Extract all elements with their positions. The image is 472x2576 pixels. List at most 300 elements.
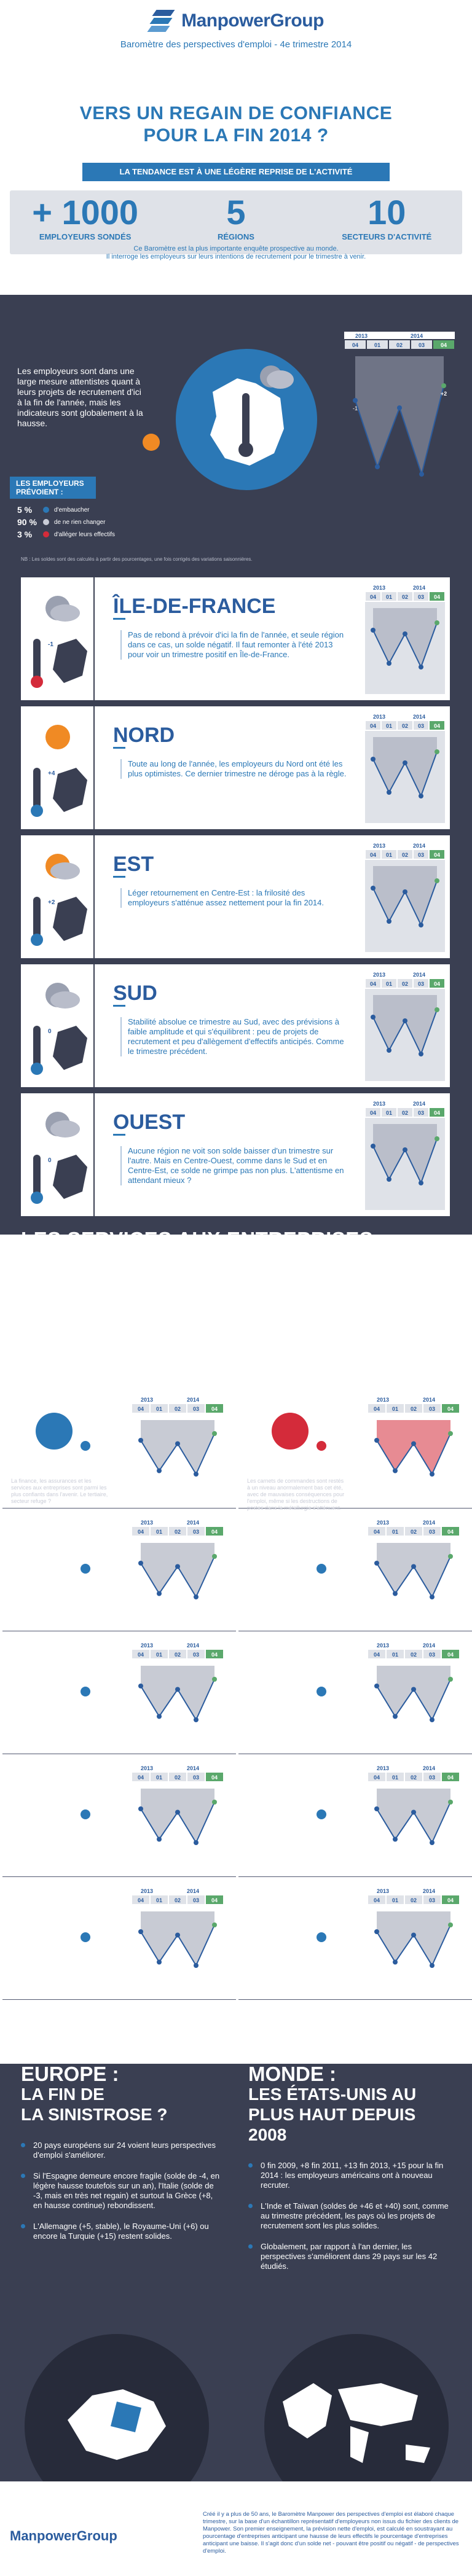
sector-icon [272,1413,309,1450]
quarter-label: 04 [373,1529,380,1535]
thermometer-icon [76,1409,95,1452]
trend-point [212,1431,217,1436]
trend-area [141,1420,214,1474]
quarter-label: 03 [192,1774,200,1781]
trend-point [411,1933,416,1938]
weather-icon [21,835,95,958]
quarter-label: 01 [155,1774,163,1781]
trend-point [374,1929,379,1934]
quarter-label: 04 [433,981,441,987]
sector-item [2,1879,236,2000]
world-map-graphic [258,2328,455,2481]
trend-point [411,1810,416,1815]
bullet-item: 20 pays européens sur 24 voient leurs perspectives d'emploi s'améliorer. [21,2141,224,2160]
year-label: 2014 [423,1397,436,1403]
quarter-label: 04 [211,1897,218,1903]
legend-row [17,516,115,528]
year-label: 2014 [411,333,423,339]
footer-text: Créé il y a plus de 50 ans, le Baromètre Manpower des perspectives d'emploi est élaboré chaque trimestre, sur la base d'un échantillon représentatif d'employeurs non issus du fichier des clients de Manpower. Son premier enseignement, la prévision nette d'emploi, est calculé en soustrayant au pourcentage d'entreprises anticipant une hausse de leurs effectifs le pourcentage d'entreprises anticipant une baisse. Il s'agit donc d'un solde net - pouvant être positif ou négatif - de perspectives d'emploi. [203,2511,459,2555]
region-name: NORD [113,724,175,747]
sector-icon [272,1781,309,1818]
trend-point [435,878,439,883]
bullet-item: Si l'Espagne demeure encore fragile (solde de -4, en légère hausse toutefois sur un an), l'Italie (solde de -3, mais en très net regain) et surtout la Grèce (+8, en hausse continue) rebondissent. [21,2171,224,2211]
trend-point [212,1800,217,1805]
quarter-label: 02 [410,1529,417,1535]
trend-area [141,1789,214,1843]
trend-point [212,1677,217,1682]
quarter-label: 02 [410,1652,417,1658]
sector-trend-chart [368,1887,460,1991]
quarter-label: 04 [137,1774,144,1781]
header-subtitle: Baromètre des perspectives d'emploi - 4e trimestre 2014 [120,39,352,50]
region-text: Pas de rebond à prévoir d'ici la fin de l'année, et seule région dans ce cas, un solde négatif. Il faut remonter à l'été 2013 pour voir un trimestre positif en Île-de-France. [120,630,348,660]
trend-point [371,757,376,762]
year-label: 2014 [187,1397,200,1403]
services-intro: Six des dix secteurs étudiés voient leur solde s'améliorer pour la fin de l'année. Un signe positif malgré le yo-yo observé dans le transport et la logistique par exemple. Les employeurs des services aux entreprises restent parmi les plus optimistes, comme ceux de la production et distribution d'énergie, secteur qui opère un retournement impressionnant sur l'année. L'industrie, elle, est stable – mais à niveau très bas. [21,1338,447,1376]
region-trend-chart [365,584,445,694]
region-trend-chart [365,841,445,952]
region-card [21,706,450,829]
quarter-label: 01 [391,1774,399,1781]
thermometer-icon [234,393,258,461]
thermometer-icon [312,1900,331,1943]
europe-bullets [21,2141,224,2241]
bullet-item: 0 fin 2009, +8 fin 2011, +13 fin 2013, +15 pour la fin 2014 : les employeurs américains ont à nouveau recruter. [248,2161,451,2190]
quarter-label: 03 [192,1652,200,1658]
logo-mark-icon [148,9,175,33]
quarter-label: 04 [211,1529,218,1535]
sector-value: +1 [92,1652,100,1660]
quarter-label: 04 [447,1774,454,1781]
year-label: 2014 [187,1642,200,1649]
region-value: +4 [48,770,55,777]
quarter-label: 04 [137,1406,144,1412]
header [0,0,472,184]
year-label: 2013 [377,1888,390,1894]
year-label: 2013 [373,843,386,849]
trend-point [194,1472,199,1477]
intentions-legend [17,504,115,541]
trend-point [430,1472,435,1477]
sector-name: CONSTRUCTION [263,1947,318,1954]
quarter-label: 03 [417,981,425,987]
year-label: 2013 [373,1101,386,1107]
quarter-label: 01 [391,1897,399,1903]
trend-area [377,1789,450,1843]
quarter-label: 03 [417,723,425,729]
trend-point [419,472,424,477]
europe-title-3: LA SINISTROSE ? [21,2105,168,2124]
year-label: 2013 [377,1397,390,1403]
trend-point [393,1714,398,1719]
year-label: 2014 [413,585,426,591]
legend-dot-icon [43,531,49,537]
quarter-label: 04 [433,1110,441,1116]
trend-point [419,794,423,798]
trend-point [157,1960,162,1965]
trend-point [387,1048,391,1053]
bullet-item: L'Inde et Taïwan (soldes de +46 et +40) sont, comme au trimestre précédent, les pays où les projets de recrutement sont les plus solides. [248,2201,451,2231]
bullet-item: L'Allemagne (+5, stable), le Royaume-Uni (+6) ou encore la Turquie (+15) restent solides. [21,2222,224,2241]
trend-point [157,1714,162,1719]
europe-title [21,2064,224,2125]
sector-icon [36,1413,73,1450]
sector-value: -4 [328,1898,334,1905]
trend-point [387,661,391,666]
trend-point [175,1933,180,1938]
trend-area [141,1666,214,1720]
trend-point [419,1052,423,1056]
sector-trend-chart [368,1764,460,1868]
quarter-label: 04 [433,723,441,729]
quarter-label: 02 [396,342,403,348]
sector-name: AGRICULTURE, CHASSE ET PÊCHE [9,1701,101,1717]
quarter-label: 04 [447,1406,454,1412]
sector-icon [36,1904,73,1941]
year-label: 2013 [377,1520,390,1526]
quarter-label: 01 [391,1406,399,1412]
title-underline [113,876,125,878]
end-value-label: +2 [440,391,447,397]
trend-point [435,1007,439,1012]
region-card [21,835,450,958]
stat-value: 10 [368,193,406,232]
legend-text: de ne rien changer [54,518,106,526]
quarter-label: 03 [417,594,425,600]
quarter-label: 01 [391,1652,399,1658]
quarter-label: 01 [385,981,393,987]
region-name: ÎLE-DE-FRANCE [113,595,276,618]
trend-point [138,1438,143,1443]
year-label: 2014 [187,1520,200,1526]
stat-label: EMPLOYEURS SONDÉS [39,232,132,241]
legend-text: d'embaucher [54,506,90,513]
trend-point [411,1564,416,1569]
thermometer-icon [76,1778,95,1821]
region-text: Léger retournement en Centre-Est : la frilosité des employeurs s'atténue assez nettement pour la fin 2014. [120,888,348,908]
sector-icon [36,1658,73,1695]
europe-title-2: LA FIN DE [21,2085,104,2104]
quarter-label: 04 [137,1529,144,1535]
brand-name: ManpowerGroup [181,10,324,31]
trend-point [375,464,380,469]
sector-trend-chart [132,1518,224,1623]
region-card [21,1093,450,1216]
quarter-label: 03 [192,1529,200,1535]
quarter-label: 02 [401,981,409,987]
region-text: Stabilité absolue ce trimestre au Sud, avec des prévisions à faible amplitude et qui s'équilibrent : peu de projets de recrutement et peu d'allègement d'effectifs anticipés. Comme le trimestre précédent. [120,1017,348,1056]
sector-value: -1 [92,1898,98,1905]
sector-trend-chart [132,1764,224,1868]
sector-value: +6 [328,1529,336,1537]
trend-point [371,886,376,891]
trend-point [387,790,391,795]
services-title [21,1228,373,1273]
trend-point [397,405,402,410]
trend-point [435,620,439,625]
trend-point [441,383,446,388]
trend-point [430,1840,435,1845]
quarter-label: 03 [428,1652,436,1658]
year-label: 2014 [413,1101,426,1107]
sector-trend-chart [132,1887,224,1991]
trend-point [448,1800,453,1805]
quarter-label: 02 [410,1774,417,1781]
quarter-label: 03 [428,1774,436,1781]
weather-icon [21,964,95,1087]
sector-item [238,1757,472,1877]
sector-name: INDUSTRIES EXTRACTIVES [245,1701,336,1709]
europe-column [21,2064,224,2252]
quarter-label: 02 [174,1774,181,1781]
trend-point [138,1561,143,1566]
trend-point [430,1717,435,1722]
trend-point [448,1431,453,1436]
region-text: Toute au long de l'année, les employeurs du Nord ont été les plus optimistes. Ce dernier trimestre ne déroge pas à la règle. [120,759,348,779]
trend-point [403,760,407,765]
quarter-label: 03 [417,852,425,858]
region-value: 0 [48,1157,52,1164]
thermometer-icon [312,1532,331,1575]
region-name: OUEST [113,1110,186,1134]
trend-point [194,1594,199,1599]
trend-point [175,1687,180,1692]
trend-point [175,1442,180,1446]
quarter-label: 04 [373,1774,380,1781]
quarter-label: 04 [433,852,441,858]
sector-item [238,1879,472,2000]
sun-icon [133,424,170,461]
legend-pct: 90 % [17,517,37,527]
trend-point [435,749,439,754]
national-overview [0,295,472,565]
sector-description: La finance, les assurances et les services aux entreprises sont parmi les plus confiants dans l'avenir. Le tertiaire, secteur refuge ? [11,1478,108,1504]
trend-point [403,631,407,636]
sector-item [238,1388,472,1509]
trend-area [141,1543,214,1597]
world-column [248,2064,451,2282]
sector-name: COMMERCE [34,1947,75,1954]
trend-point [448,1677,453,1682]
region-value: +2 [48,899,55,906]
year-label: 2013 [373,585,386,591]
thermometer-icon [76,1900,95,1943]
sector-item [238,1634,472,1754]
thermometer-icon [76,1655,95,1698]
trend-point [387,1177,391,1182]
sector-item [238,1511,472,1631]
trend-point [212,1554,217,1559]
year-label: 2014 [423,1888,436,1894]
trend-point [374,1806,379,1811]
trend-point [212,1922,217,1927]
quarter-label: 04 [369,981,377,987]
sector-value: -2 [328,1775,334,1782]
quarter-label: 04 [369,852,377,858]
quarter-label: 03 [418,342,425,348]
employers-plan-label: LES EMPLOYEURS PRÉVOIENT : [10,477,96,499]
quarter-label: 04 [369,1110,377,1116]
region-card [21,577,450,700]
quarter-label: 01 [155,1652,163,1658]
weather-icon [21,1093,95,1216]
trend-point [419,1181,423,1185]
stat-item [313,195,460,241]
sector-trend-chart [132,1395,224,1500]
intro-text: Les employeurs sont dans une large mesure attentistes quant à leurs projets de recrutement d'ici à la fin de l'année, mais les indicateurs sont globalement à la hausse. [17,366,143,428]
footer-brand: ManpowerGroup [10,2528,117,2543]
thermometer-icon [312,1409,331,1452]
stats-panel [10,190,462,260]
year-label: 2013 [141,1888,154,1894]
trend-point [403,1018,407,1023]
quarter-label: 04 [373,1652,380,1658]
world-title-1: MONDE : [248,2063,336,2085]
title-underline [113,1134,125,1136]
trend-point [448,1922,453,1927]
stats-note-2: Il interroge les employeurs sur leurs intentions de recrutement pour le trimestre à venir. [106,253,366,260]
trend-point [374,1684,379,1688]
footer [0,2506,472,2576]
regions-section [0,295,472,1235]
sector-name: DISTRIBUTION D'ÉLECTRICITÉ, DE GAZ ET D'EAU [239,1579,342,1594]
quarter-label: 02 [410,1897,417,1903]
title-line-1: VERS UN REGAIN DE CONFIANCE [79,103,393,123]
year-label: 2013 [377,1765,390,1771]
region-card [21,964,450,1087]
quarter-label: 04 [352,342,359,348]
quarter-label: 03 [192,1406,200,1412]
region-name: EST [113,853,154,876]
sector-description: Les carnets de commandes sont restés à un niveau anormalement bas cet été, avec de mauvaises conséquences pour l'emploi, même si les destructions de postes dans la métallurgie s'atténuent. [247,1478,345,1511]
quarter-label: 03 [192,1897,200,1903]
sector-trend-chart [132,1641,224,1746]
sector-item [2,1388,236,1509]
trend-point [403,889,407,894]
stats-note [10,245,462,261]
trend-point [194,1963,199,1968]
world-title-2: LES ÉTATS-UNIS AU [248,2085,417,2104]
year-label: 2013 [141,1765,154,1771]
quarter-label: 01 [385,1110,393,1116]
weather-icon [21,706,95,829]
services-title-2: TOUJOURS DANS LE VERT [21,1250,294,1273]
trend-point [411,1687,416,1692]
quarter-label: 04 [447,1529,454,1535]
world-bullets [248,2161,451,2271]
sector-value: 0 [92,1529,96,1537]
year-label: 2013 [373,972,386,978]
trend-point [393,1469,398,1473]
trend-area [377,1543,450,1597]
sector-name: HÔTELLERIE ET RESTAURATION [264,1824,318,1840]
quarter-label: 01 [385,723,393,729]
quarter-label: 04 [137,1652,144,1658]
quarter-label: 01 [155,1529,163,1535]
trend-point [430,1594,435,1599]
stats-note-1: Ce Baromètre est la plus importante enquête prospective au monde. [133,245,339,252]
legend-pct: 3 % [17,529,33,539]
trend-area [141,1911,214,1965]
region-trend-chart [365,970,445,1081]
trend-point [175,1810,180,1815]
trend-point [371,1015,376,1020]
national-trend-chart [344,332,455,516]
thermometer-icon [312,1655,331,1698]
trend-area [377,1420,450,1474]
legend-pct: 5 % [17,505,33,515]
trend-point [194,1840,199,1845]
year-label: 2014 [423,1642,436,1649]
brand-logo [0,9,472,33]
sector-name: TRANSPORT ET LOGISTIQUE [6,1579,103,1586]
quarter-label: 04 [433,594,441,600]
region-trend-chart [365,1099,445,1210]
year-label: 2014 [413,843,426,849]
quarter-label: 04 [373,1406,380,1412]
bullet-item: Globalement, par rapport à l'an dernier, les perspectives s'améliorent dans 29 pays sur les 42 étudiés. [248,2242,451,2271]
quarter-label: 01 [391,1529,399,1535]
trend-point [157,1837,162,1842]
quarter-label: 04 [440,342,447,348]
sector-name: ACTIVITÉS FINANCIÈRES, DE L'IMMOBILIER ET DES SERVICES [6,1456,103,1479]
trend-point [411,1442,416,1446]
title-underline [113,618,125,620]
quarter-label: 02 [174,1529,181,1535]
trend-point [371,1144,376,1149]
trend-point [430,1963,435,1968]
year-label: 2013 [141,1642,154,1649]
quarter-label: 04 [211,1406,218,1412]
europe-world-section [0,2064,472,2481]
thermometer-icon [76,1532,95,1575]
quarter-label: 01 [155,1406,163,1412]
quarter-label: 01 [385,594,393,600]
trend-point [371,628,376,633]
stat-label: SECTEURS D'ACTIVITÉ [342,232,432,241]
trend-point [138,1929,143,1934]
footnote: NB : Les soldes sont des calculés à partir des pourcentages, une fois corrigés des variations saisonnières. [21,556,253,562]
sector-name: INDUSTRIE MANUFACTURIÈRE [240,1456,342,1463]
quarter-label: 03 [417,1110,425,1116]
sector-icon [272,1658,309,1695]
quarter-label: 01 [374,342,381,348]
region-trend-chart [365,712,445,823]
europe-map-graphic [25,2328,209,2481]
sector-item [2,1511,236,1631]
title-underline [113,1005,125,1007]
quarter-label: 02 [174,1652,181,1658]
trend-point [157,1591,162,1596]
legend-dot-icon [43,507,49,513]
region-value: 0 [48,1028,52,1035]
year-label: 2013 [141,1397,154,1403]
trend-point [138,1806,143,1811]
region-text: Aucune région ne voit son solde baisser d'un trimestre sur l'autre. Mais en Centre-Ouest, comme dans le Sud et en Centre-Est, ce solde ne grimpe pas non plus. L'attentisme en attendant mieux ? [120,1146,348,1185]
title-line-2: POUR LA FIN 2014 ? [143,125,329,146]
sector-icon [36,1781,73,1818]
trend-point [194,1717,199,1722]
europe-title-1: EUROPE : [21,2063,119,2085]
weather-icon [21,577,95,700]
quarter-label: 01 [385,852,393,858]
quarter-label: 02 [174,1406,181,1412]
trend-banner: LA TENDANCE EST À UNE LÉGÈRE REPRISE DE L'ACTIVITÉ [82,163,390,181]
quarter-label: 04 [137,1897,144,1903]
trend-point [175,1564,180,1569]
sector-value: -3 [328,1407,334,1414]
sector-icon [272,1904,309,1941]
